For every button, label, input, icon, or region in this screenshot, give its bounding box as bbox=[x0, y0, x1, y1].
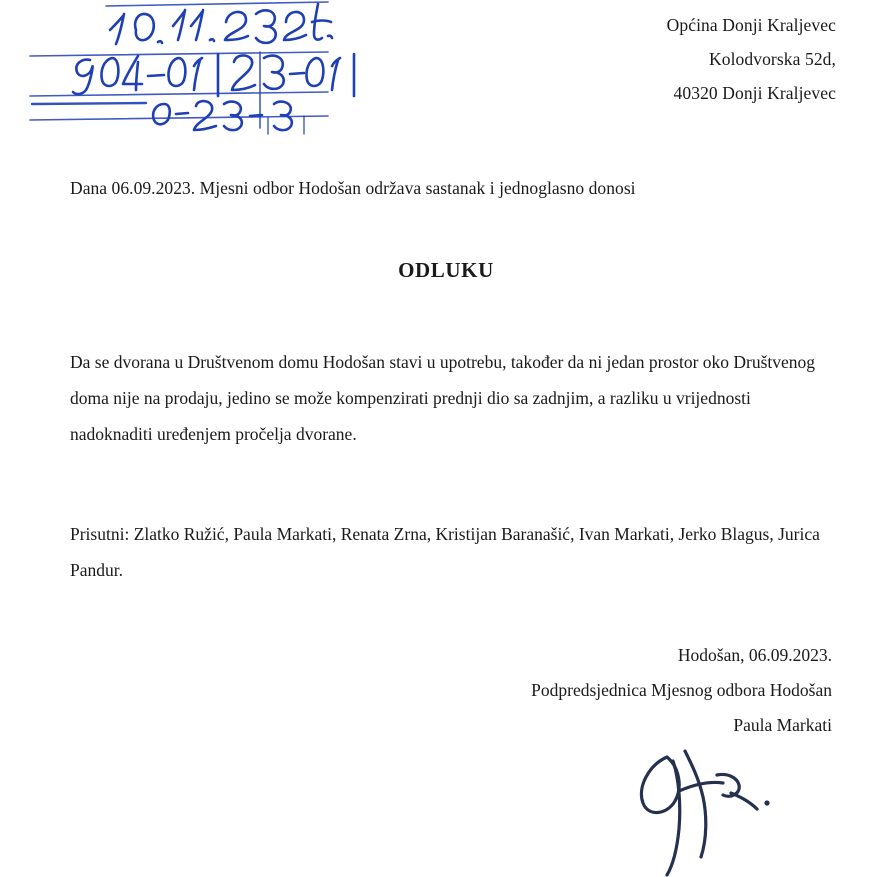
handwriting-strokes bbox=[28, 0, 358, 140]
closing-place-date: Hodošan, 06.09.2023. bbox=[677, 645, 832, 665]
intro-paragraph: Dana 06.09.2023. Mjesni odbor Hodošan održava sastanak i jednoglasno donosi bbox=[70, 178, 636, 198]
attendees-paragraph: Prisutni: Zlatko Ružić, Paula Markati, Renata Zrna, Kristijan Baranašić, Ivan Markati, Jerko Blagus, Jurica Pandur. bbox=[70, 524, 820, 580]
document-title: ODLUKU bbox=[398, 258, 494, 282]
signature bbox=[627, 745, 797, 877]
letterhead-line-3: 40320 Donji Kraljevec bbox=[673, 83, 836, 104]
letterhead-line-2: Kolodvorska 52d, bbox=[708, 49, 836, 70]
signature-strokes bbox=[627, 745, 797, 877]
letterhead-line-1: Općina Donji Kraljevec bbox=[666, 15, 836, 35]
handwritten-stamp bbox=[28, 0, 358, 140]
closing-block bbox=[531, 638, 832, 743]
closing-role: Podpredsjednica Mjesnog odbora Hodošan bbox=[531, 680, 832, 700]
decision-paragraph: Da se dvorana u Društvenom domu Hodošan stavi u upotrebu, također da ni jedan prostor oko Društvenog doma nije na prodaju, jedino se može kompenzirati prednji dio sa zadnjim, a razliku u vrijednosti nadoknaditi uređenjem pročelja dvorane. bbox=[70, 352, 816, 444]
closing-name: Paula Markati bbox=[733, 715, 832, 735]
letterhead bbox=[667, 8, 836, 110]
